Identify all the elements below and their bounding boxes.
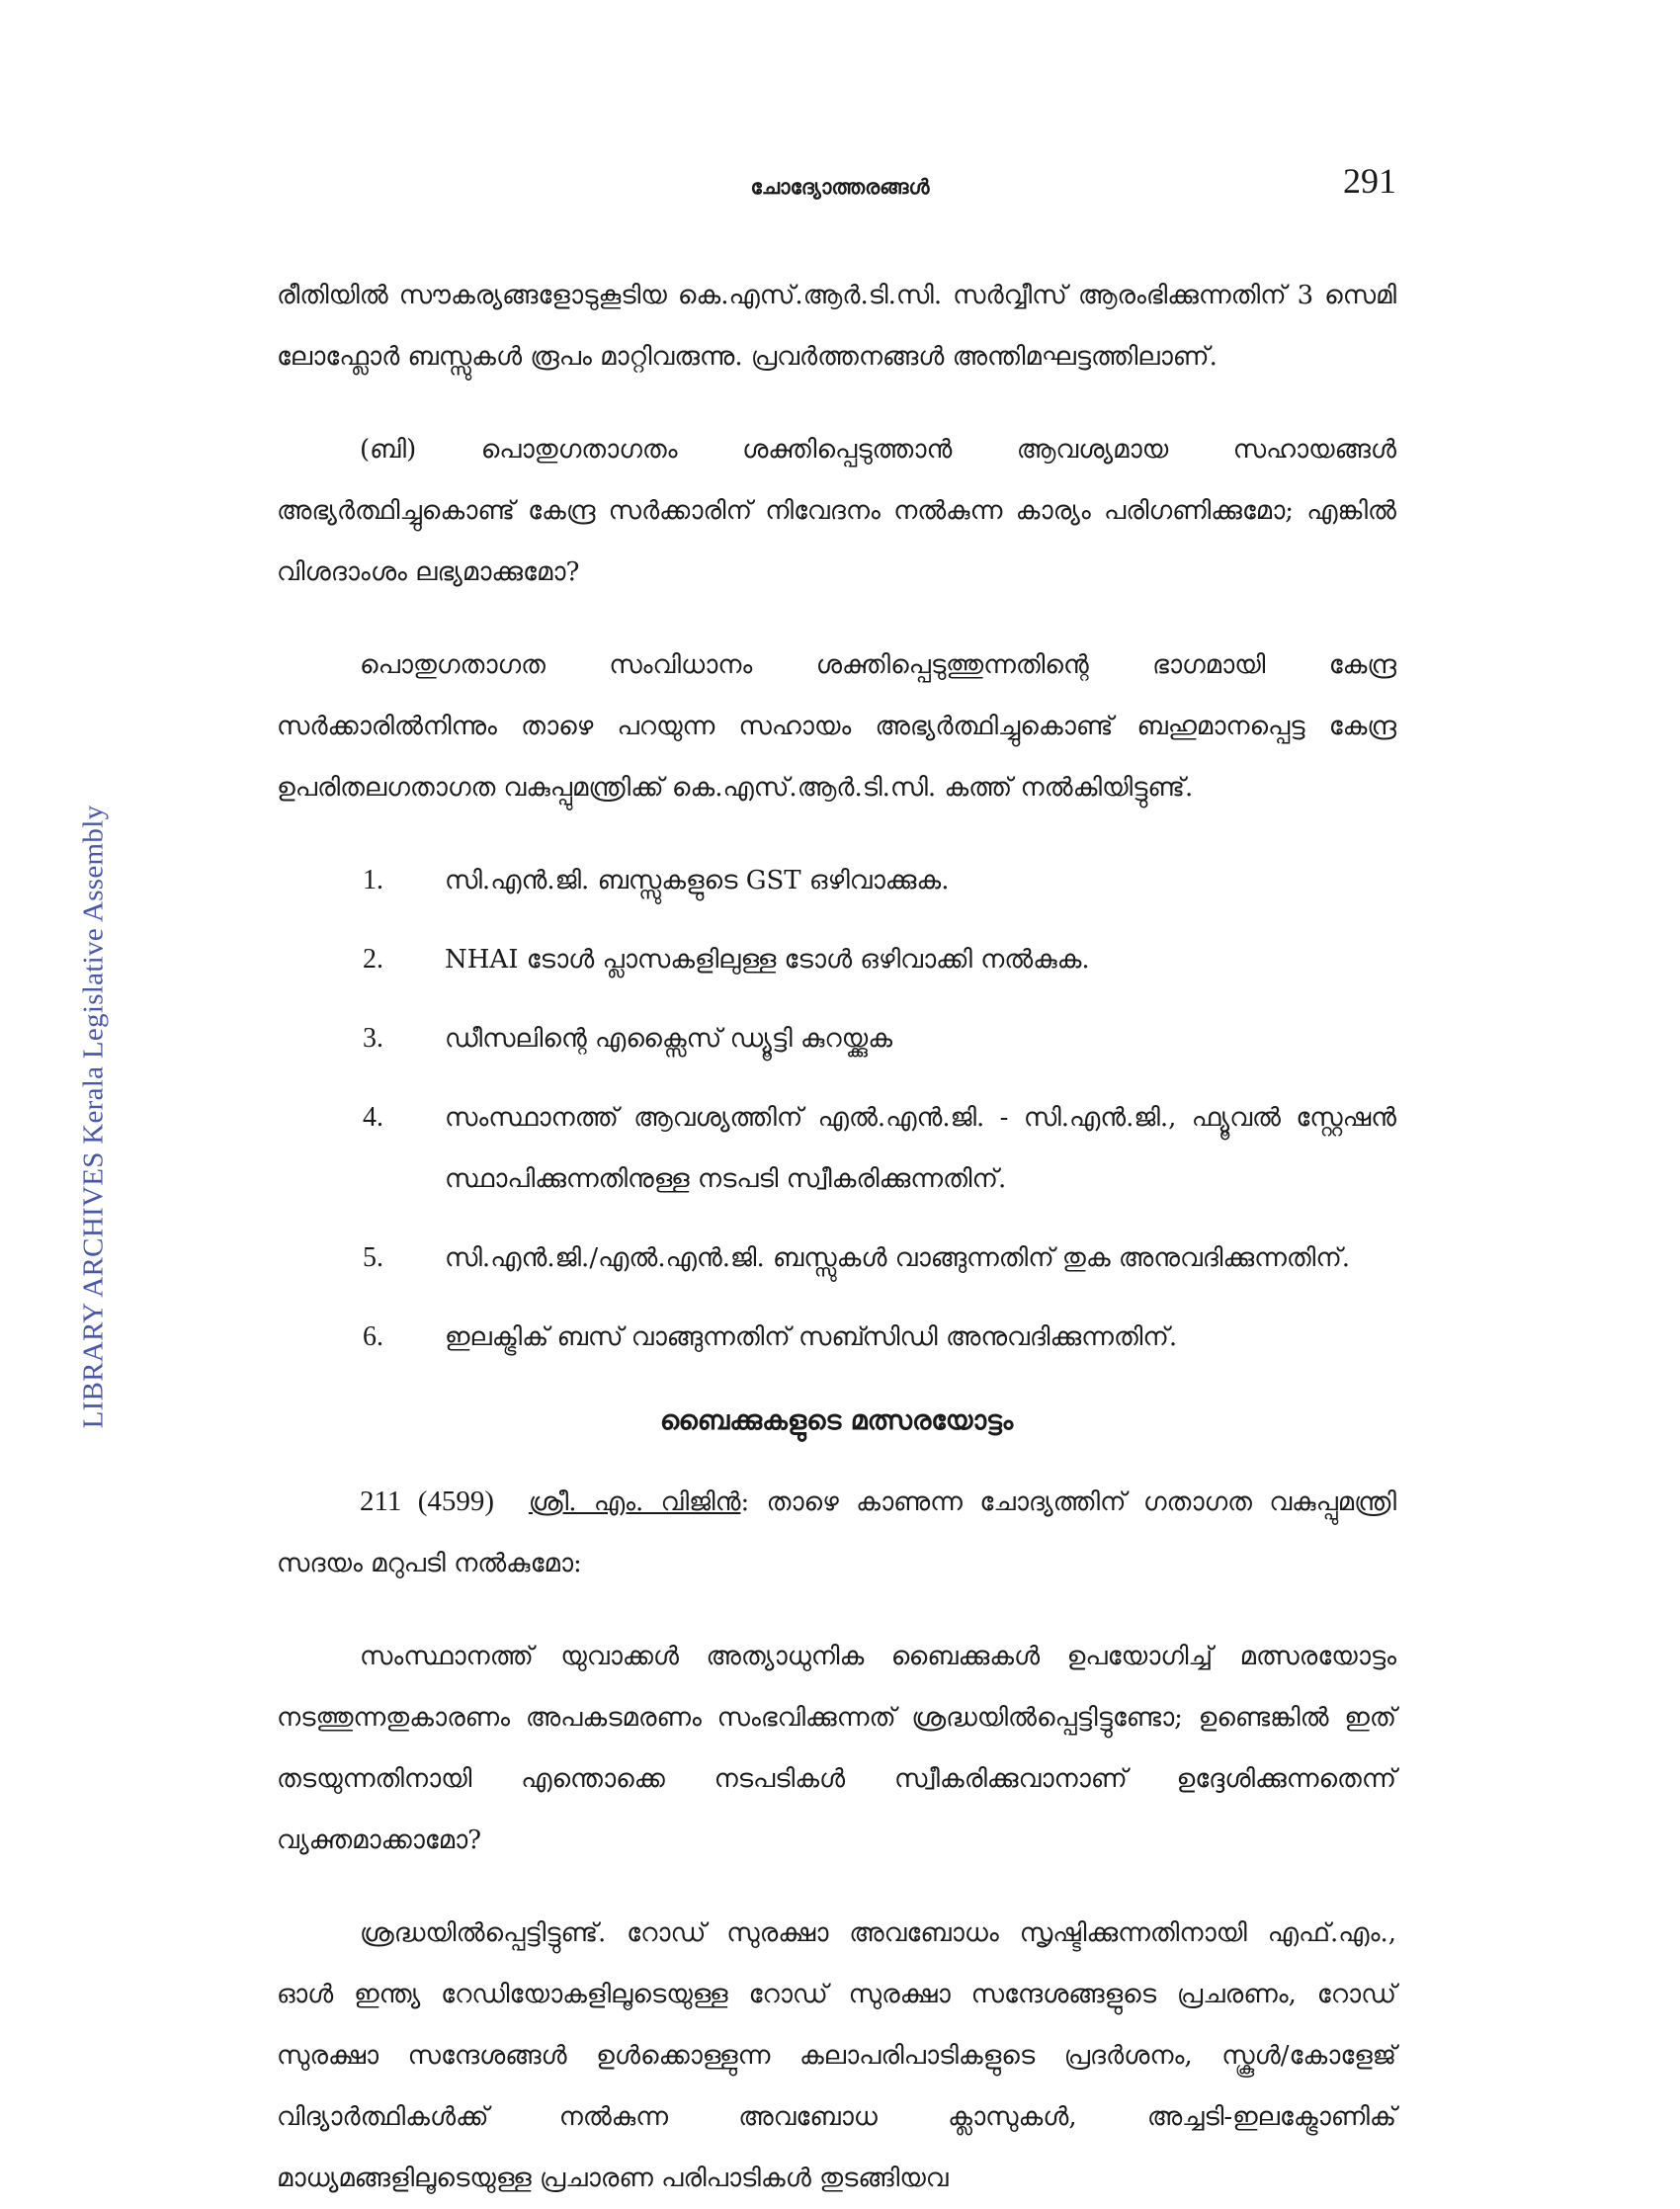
list-item [277, 929, 1396, 990]
list-item-number: 6. [363, 1321, 383, 1352]
member-name: ശ്രീ. എം. വിജിൻ [528, 1487, 741, 1517]
question-paragraph: സംസ്ഥാനത്ത് യുവാക്കൾ അത്യാധുനിക ബൈക്കുകൾ ഉപയോഗിച്ച് മത്സരയോട്ടം നടത്തുന്നതുകാരണം അപകടമരണം സംഭവിക്കുന്നത് ശ്രദ്ധയിൽപ്പെട്ടിട്ടുണ്ടോ; ഉണ്ടെങ്കിൽ ഇത് തടയുന്നതിനായി എന്തൊക്കെ നടപടികൾ സ്വീകരിക്കുവാനാണ് ഉദ്ദേശിക്കുന്നതെന്ന് വ്യക്തമാക്കാമോ? [277, 1642, 1396, 1855]
question-intro-text: : താഴെ കാണുന്ന ചോദ്യത്തിന് ഗതാഗത വകുപ്പുമന്ത്രി സദയം മറുപടി നൽകുമോ: [277, 1487, 1396, 1578]
question-b-paragraph: (ബി) പൊതുഗതാഗതം ശക്തിപ്പെടുത്താൻ ആവശ്യമായ സഹായങ്ങൾ അഭ്യർത്ഥിച്ചുകൊണ്ട് കേന്ദ്ര സർക്കാരിന് നിവേദനം നൽകുന്ന കാര്യം പരിഗണിക്കുമോ; എങ്കിൽ വിശദാംശം ലഭ്യമാക്കുമോ? [277, 435, 1396, 587]
section-heading: ബൈക്കുകളുടെ മത്സരയോട്ടം [659, 1405, 1014, 1436]
list-item-text: NHAI ടോൾ പ്ലാസകളിലുള്ള ടോൾ ഒഴിവാക്കി നൽകുക. [445, 945, 1090, 975]
list-item-text: സി.എൻ.ജി./എൽ.എൻ.ജി. ബസ്സുകൾ വാങ്ങുന്നതിന് തുക അനുവദിക്കുന്നതിന്. [445, 1243, 1351, 1273]
archive-watermark: LIBRARY ARCHIVES Kerala Legislative Assembly [77, 805, 110, 1429]
question-number: 211 (4599) [360, 1486, 495, 1517]
running-title: ചോദ്യോത്തരങ്ങൾ [750, 174, 930, 199]
continuation-paragraph: രീതിയിൽ സൗകര്യങ്ങളോടുകൂടിയ കെ.എസ്.ആർ.ടി.സി. സർവ്വീസ് ആരംഭിക്കുന്നതിന് 3 സെമി ലോഫ്ലോർ ബസ്സുകൾ രൂപം മാറ്റിവരുന്നു. പ്രവർത്തനങ്ങൾ അന്തിമഘട്ടത്തിലാണ്. [277, 281, 1396, 372]
question-intro-paragraph [277, 1471, 1396, 1594]
list-item [277, 1087, 1396, 1210]
list-item [277, 1228, 1396, 1289]
list-item-number: 1. [363, 865, 383, 895]
list-item-number: 2. [363, 944, 383, 975]
assistance-list [277, 850, 1396, 1368]
list-item-text: സംസ്ഥാനത്ത് ആവശ്യത്തിന് എൽ.എൻ.ജി. - സി.എൻ.ജി., ഫ്യൂവൽ സ്റ്റേഷൻ സ്ഥാപിക്കുന്നതിനുള്ള നടപടി സ്വീകരിക്കുന്നതിന്. [445, 1103, 1396, 1194]
list-item-text: സി.എൻ.ജി. ബസ്സുകളുടെ GST ഒഴിവാക്കുക. [445, 866, 950, 895]
list-item-number: 5. [363, 1242, 383, 1273]
page-number: 291 [1343, 161, 1396, 201]
list-item [277, 1307, 1396, 1368]
answer-paragraph: ശ്രദ്ധയിൽപ്പെട്ടിട്ടുണ്ട്. റോഡ് സുരക്ഷാ അവബോധം സൃഷ്ടിക്കുന്നതിനായി എഫ്.എം., ഓൾ ഇന്ത്യ റേഡിയോകളിലൂടെയുള്ള റോഡ് സുരക്ഷാ സന്ദേശങ്ങളുടെ പ്രചരണം, റോഡ് സുരക്ഷാ സന്ദേശങ്ങൾ ഉൾക്കൊള്ളുന്ന കലാപരിപാടികളുടെ പ്രദർശനം, സ്കൂൾ/കോളേജ് വിദ്യാർത്ഥികൾക്ക് നൽകുന്ന അവബോധ ക്ലാസുകൾ, അച്ചടി-ഇലക്ട്രോണിക് മാധ്യമങ്ങളിലൂടെയുള്ള പ്രചാരണ പരിപാടികൾ തുടങ്ങിയവ [277, 1918, 1396, 2193]
list-item [277, 1008, 1396, 1069]
list-item-number: 4. [363, 1102, 383, 1133]
page-body [277, 265, 1396, 2209]
list-item-text: ഡീസലിന്റെ എക്സൈസ് ഡ്യൂട്ടി കുറയ്ക്കുക [445, 1024, 893, 1054]
answer-b-paragraph: പൊതുഗതാഗത സംവിധാനം ശക്തിപ്പെടുത്തുന്നതിന്റെ ഭാഗമായി കേന്ദ്ര സർക്കാരിൽനിന്നും താഴെ പറയുന്ന സഹായം അഭ്യർത്ഥിച്ചുകൊണ്ട് ബഹുമാനപ്പെട്ട കേന്ദ്ര ഉപരിതലഗതാഗത വകുപ്പുമന്ത്രിക്ക് കെ.എസ്.ആർ.ടി.സി. കത്ത് നൽകിയിട്ടുണ്ട്. [277, 650, 1396, 803]
list-item-number: 3. [363, 1023, 383, 1054]
list-item [277, 850, 1396, 911]
list-item-text: ഇലക്ട്രിക് ബസ് വാങ്ങുന്നതിന് സബ്സിഡി അനുവദിക്കുന്നതിന്. [445, 1322, 1178, 1352]
